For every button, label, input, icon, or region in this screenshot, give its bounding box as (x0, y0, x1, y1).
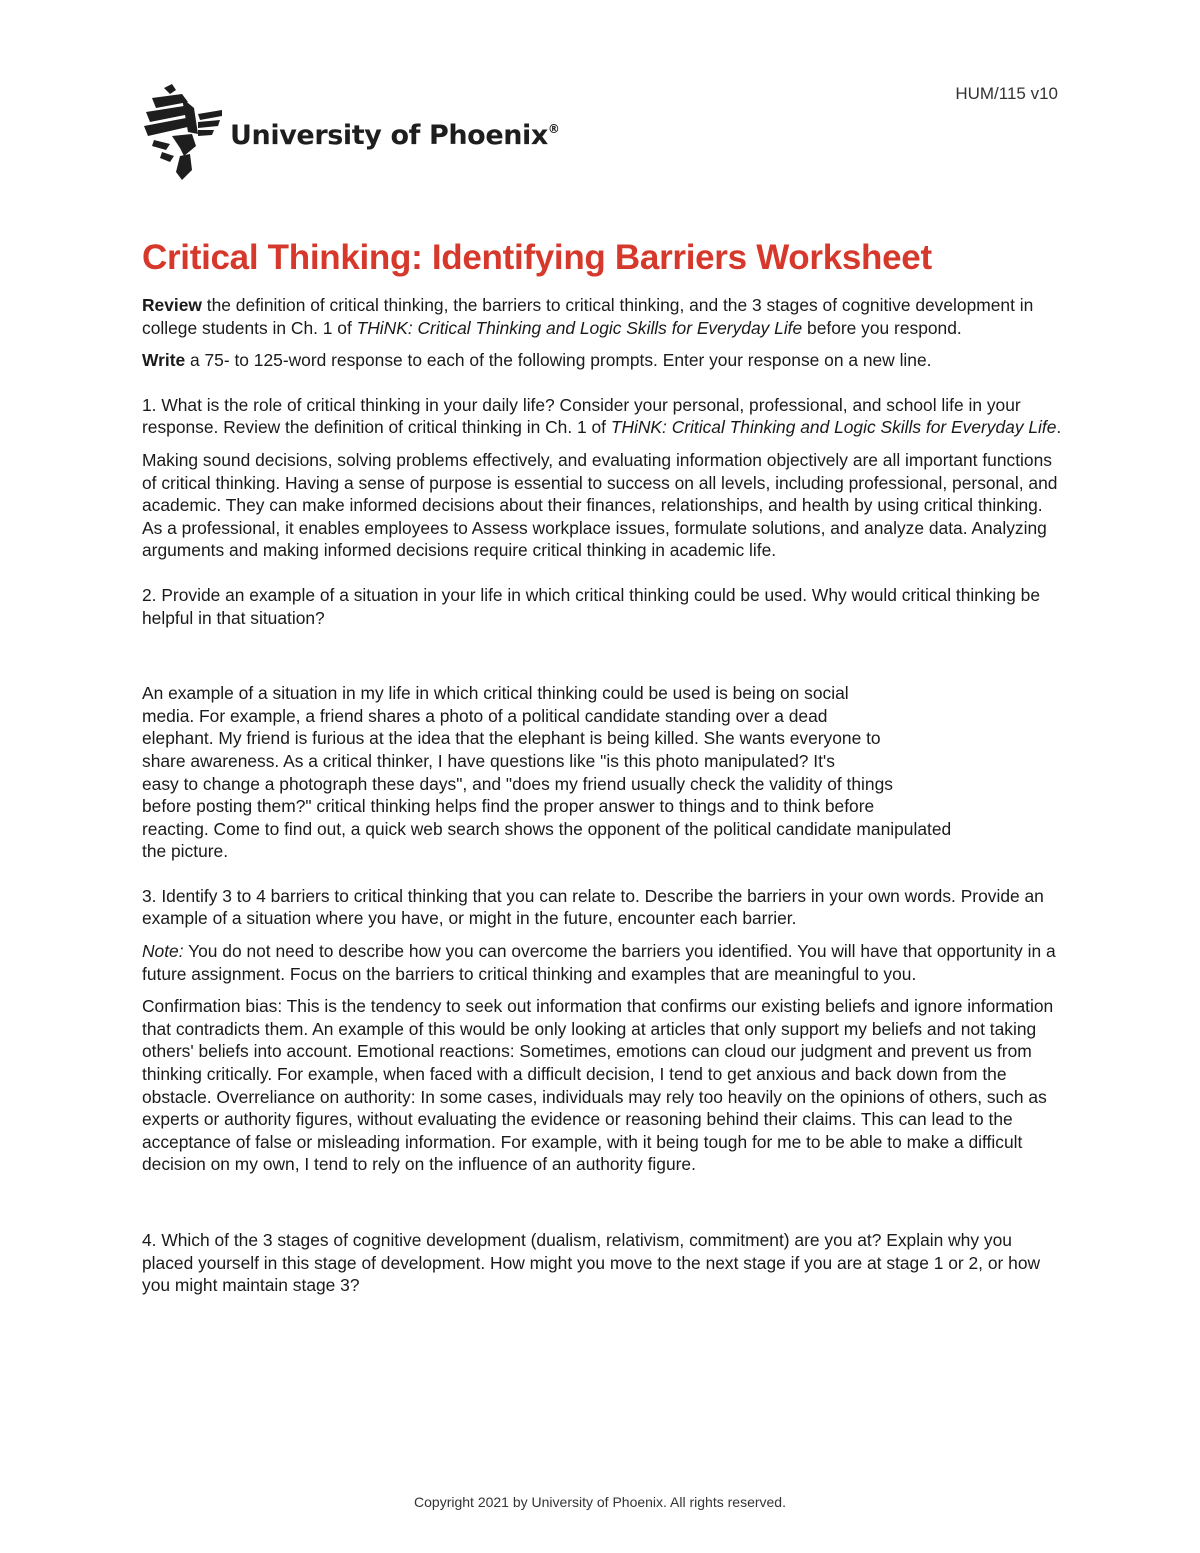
q1-book-title: THiNK: Critical Thinking and Logic Skills for Everyday Life (610, 417, 1057, 438)
review-text: the definition of critical thinking, the barriers to critical thinking, and the 3 stages of cognitive development in college students in Ch. 1 of (142, 295, 1034, 338)
q2-answer-line: easy to change a photograph these days", and "does my friend usually check the validity of things (142, 773, 893, 794)
question-3-answer: Confirmation bias: This is the tendency to seek out information that confirms our existing beliefs and ignore information that contradicts them. An example of this would be only looking at articles that only support my beliefs and not taking others' beliefs into account. Emotional reactions: Sometimes, emotions can cloud our judgment and prevent us from thinking critically. For example, when faced with a difficult decision, I tend to get anxious and back down from the obstacle. Overreliance on authority: In some cases, individuals may rely too heavily on the opinions of others, such as experts or authority figures, without evaluating the evidence or reasoning behind their claims. This can lead to the acceptance of false or misleading information. For example, with it being tough for me to be able to make a difficult decision on my own, I tend to rely on the influence of an authority figure. (142, 996, 1054, 1175)
q2-answer-line: before posting them?" critical thinking helps find the proper answer to things and to think before (142, 796, 875, 817)
page-title: Critical Thinking: Identifying Barriers Worksheet (142, 238, 932, 277)
question-2-prompt: 2. Provide an example of a situation in your life in which critical thinking could be used. Why would critical thinking be helpful in that situation? (142, 584, 1041, 628)
logo-registered-mark: ® (547, 121, 560, 136)
q2-answer-line: elephant. My friend is furious at the idea that the elephant is being killed. She wants everyone to (142, 728, 881, 749)
university-logo (142, 84, 560, 180)
logo-name: University of Phoenix (230, 119, 548, 151)
question-4-prompt: 4. Which of the 3 stages of cognitive development (dualism, relativism, commitment) are you at? Explain why you placed yourself in this stage of development. How might you move to the next stage if you are at stage 1 or 2, or how you might maintain stage 3? (142, 1230, 1041, 1296)
q1-prompt-end: . (1056, 417, 1062, 438)
q2-answer-line: media. For example, a friend shares a photo of a political candidate standing over a dead (142, 705, 828, 726)
phoenix-icon (142, 84, 224, 180)
q2-answer-line: the picture. (142, 841, 229, 862)
copyright-footer: Copyright 2021 by University of Phoenix. All rights reserved. (414, 1494, 786, 1510)
write-instruction (142, 349, 1062, 372)
q2-answer-line: reacting. Come to find out, a quick web search shows the opponent of the political candidate manipulated (142, 818, 952, 839)
question-1-prompt (142, 394, 1062, 439)
review-label: Review (142, 295, 202, 315)
write-text: a 75- to 125-word response to each of the following prompts. Enter your response on a new line. (185, 350, 932, 371)
q2-answer-line: share awareness. As a critical thinker, I have questions like "is this photo manipulated? It's (142, 750, 835, 771)
logo-wordmark (230, 120, 560, 151)
review-end: before you respond. (802, 317, 962, 338)
write-label: Write (142, 350, 186, 371)
question-3-prompt: 3. Identify 3 to 4 barriers to critical thinking that you can relate to. Describe the barriers in your own words. Provide an example of a situation where you have, or might in the future, encounter each barrier. (142, 885, 1044, 929)
review-instruction (142, 294, 1062, 339)
review-book-title: THiNK: Critical Thinking and Logic Skills for Everyday Life (356, 317, 803, 338)
note-text: You do not need to describe how you can overcome the barriers you identified. You will have that opportunity in a future assignment. Focus on the barriers to critical thinking and examples that are meaningful to you. (142, 941, 1056, 984)
worksheet-body (142, 236, 1062, 1297)
question-1-answer: Making sound decisions, solving problems effectively, and evaluating information objectively are all important functions of critical thinking. Having a sense of purpose is essential to success on all levels, including professional, personal, and academic. They can make informed decisions about their finances, relationships, and health by using critical thinking. As a professional, it enables employees to Assess workplace issues, formulate solutions, and analyze data. Analyzing arguments and making informed decisions require critical thinking in academic life. (142, 449, 1058, 561)
question-3-note (142, 940, 1062, 985)
q2-answer-line: An example of a situation in my life in which critical thinking could be used is being on social (142, 683, 849, 704)
course-code: HUM/115 v10 (955, 84, 1058, 103)
question-2-answer (142, 682, 1062, 863)
q1-prompt-text: 1. What is the role of critical thinking in your daily life? Consider your personal, professional, and school life in your response. Review the definition of critical thinking in Ch. 1 of (142, 394, 1021, 438)
note-label: Note: (142, 941, 184, 962)
